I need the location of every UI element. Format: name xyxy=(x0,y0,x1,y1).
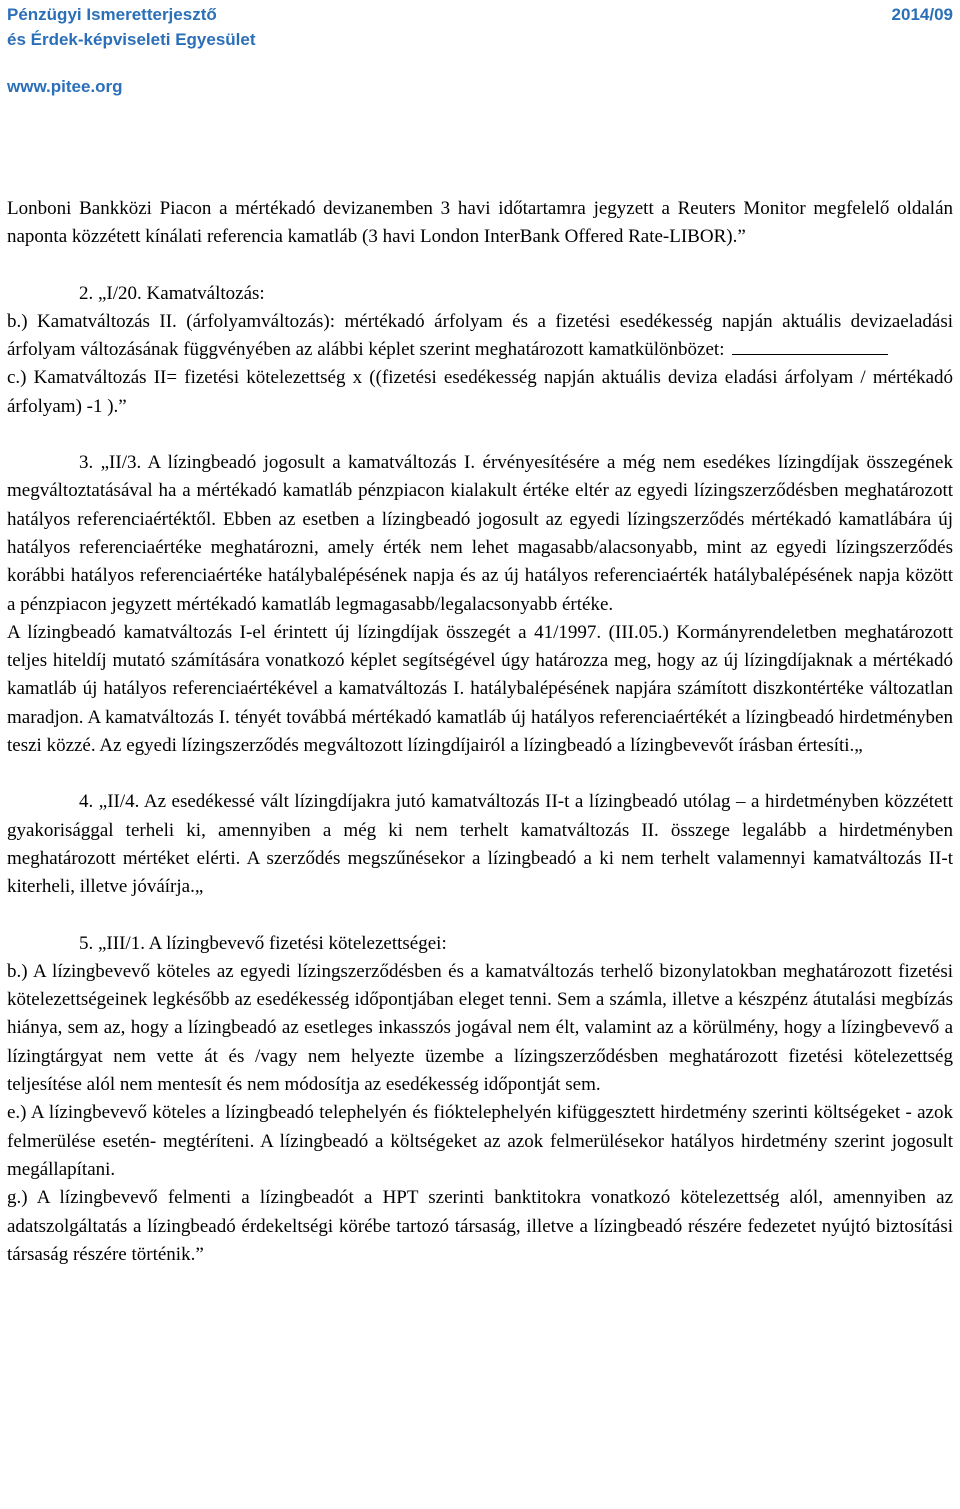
section-2-heading: 2. „I/20. Kamatváltozás: xyxy=(79,282,265,304)
blank-underline xyxy=(732,338,888,355)
section-5-heading: 5. „III/1. A lízingbevevő fizetési kötelezettségei: xyxy=(79,932,447,954)
section-3-heading: 3. „II/3. A lízingbeadó jogosult a kamatváltozás I. xyxy=(79,452,476,474)
header-date: 2014/09 xyxy=(891,5,953,24)
document-body xyxy=(7,195,953,1269)
section-5-b: b.) A lízingbevevő köteles az egyedi lízingszerződésben és a kamatváltozás terhelő bizonylatokban meghatározott fizetési kötelezettségeinek legkésőbb az esedékesség időpontjában eleget tenni. Sem a számla, illetve a készpénz átutalási megbízás hiánya, sem az, hogy a lízingbeadó az esetleges inkasszós jogával nem élt, valamint az a körülmény, hogy a lízingbevevő a lízingtárgyat nem vette át és /vagy nem helyezte üzembe a lízingszerződésben meghatározott fizetési kötelezettség teljesítése alól nem mentesít és nem módosítja az esedékesség időpontját sem. xyxy=(7,960,953,1096)
org-name-line2: és Érdek-képviseleti Egyesület xyxy=(7,30,256,49)
section-4-paragraph xyxy=(7,788,953,901)
section-2-b xyxy=(7,308,953,365)
paragraph-libor: Lonboni Bankközi Piacon a mértékadó devizanemben 3 havi időtartamra jegyzett a Reuters Monitor megfelelő oldalán naponta közzétett kínálati referencia kamatláb (3 havi London InterBank Offered Rate-LIBOR).” xyxy=(7,198,953,248)
section-5-g: g.) A lízingbevevő felmenti a lízingbeadót a HPT szerinti banktitokra vonatkozó kötelezettség alól, amennyiben az adatszolgáltatás a lízingbeadó érdekeltségi körébe tartozó társaság, illetve a lízingbeadó részére fedezetet nyújtó biztosítási társaság részére történik.” xyxy=(7,1187,953,1265)
section-5-e: e.) A lízingbevevő köteles a lízingbeadó telephelyén és fióktelephelyén kifüggesztett hirdetmény szerinti költségeket - azok felmerülése esetén- megtéríteni. A lízingbeadó a költségeket az azok felmerülésekor hatályos hirdetmény szerint jogosult megállapítani. xyxy=(7,1102,953,1180)
org-name-line1: Pénzügyi Ismeretterjesztő xyxy=(7,5,217,24)
org-website-link[interactable]: www.pitee.org xyxy=(7,77,123,96)
section-2-c: c.) Kamatváltozás II= fizetési kötelezettség x ((fizetési esedékesség napján aktuális deviza eladási árfolyam / mértékadó árfolyam) -1 ).” xyxy=(7,367,953,417)
page-header xyxy=(7,2,953,99)
section-4-heading: 4. „II/4. xyxy=(79,791,140,813)
section-3-paragraph xyxy=(7,449,953,619)
section-4-text: Az esedékessé vált lízingdíjakra jutó kamatváltozás II-t a lízingbeadó utólag – a hirdetményben közzétett gyakorisággal terheli ki, amennyiben a még ki nem terhelt kamatváltozás II. összege legalább a hirdetményben meghatározott mértéket elérti. A szerződés megszűnésekor a lízingbeadó a ki nem terhelt valamennyi kamatváltozás II-t kiterheli, illetve jóváírja.„ xyxy=(7,791,954,898)
section-3-paragraph-2: A lízingbeadó kamatváltozás I-el érintett új lízingdíjak összegét a 41/1997. (III.05.) Kormányrendeletben meghatározott teljes hiteldíj mutató számítására vonatkozó képlet segítségével úgy határozza meg, hogy az új lízingdíjaknak a mértékadó kamatláb új hatályos referenciaértékével a kamatváltozás I. hatálybalépésének napjára számított diszkontértéke változatlan maradjon. A kamatváltozás I. tényét továbbá mértékadó kamatláb új hatályos referenciaértékét a lízingbeadó hirdetményben teszi közzé. Az egyedi lízingszerződés megváltozott lízingdíjairól a lízingbeadó a lízingbevevőt írásban értesíti.„ xyxy=(7,621,953,757)
section-3-text: érvényesítésére a még nem esedékes lízingdíjak összegének megváltoztatásával ha a mértékadó kamatláb pénzpiacon kialakult értéke eltér az egyedi lízingszerződésben meghatározott hatályos referenciaértéktől. Ebben az esetben a lízingbeadó jogosult az egyedi lízingszerződés mértékadó kamatlábára új hatályos referenciaértéke meghatározni, amely érték nem lehet magasabb/alacsonyabb, mint az egyedi lízingszerződés korábbi hatályos referenciaértéke hatálybalépésének napja és az új hatályos referenciaérték hatálybalépésének napja között a pénzpiacon jegyzett mértékadó kamatláb legmagasabb/legalacsonyabb értéke. xyxy=(7,452,953,615)
section-2-b-text: b.) Kamatváltozás II. (árfolyamváltozás): mértékadó árfolyam és a fizetési esedékesség napján aktuális devizaeladási árfolyam változásának függvényében az alábbi képlet szerint meghatározott kamatkülönbözet: xyxy=(7,310,953,361)
